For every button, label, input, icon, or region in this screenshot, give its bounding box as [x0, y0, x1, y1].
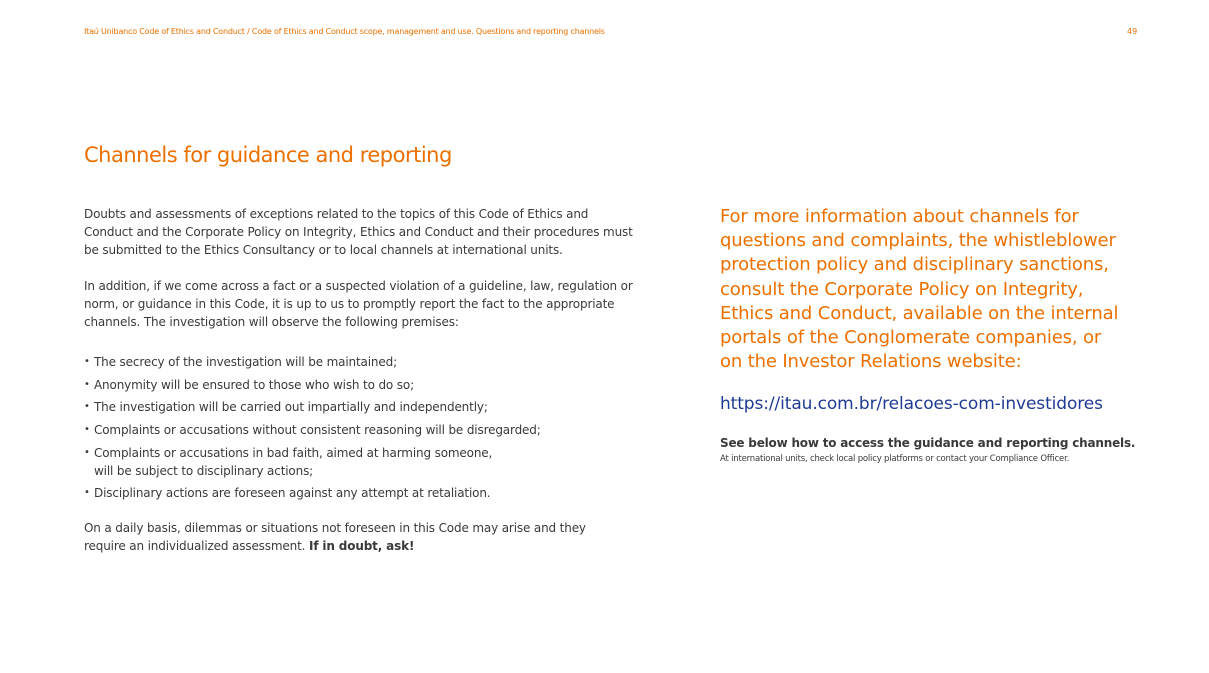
premises-list — [84, 353, 644, 502]
list-item-text: Complaints or accusations in bad faith, aimed at harming someone, will be subject to disciplinary actions; — [94, 445, 493, 478]
closing-paragraph — [84, 519, 594, 555]
list-item — [84, 353, 644, 371]
list-item — [84, 421, 644, 439]
closing-text: On a daily basis, dilemmas or situations not foreseen in this Code may arise and they require an individualized assessment. — [84, 521, 586, 554]
bullet-icon: • — [84, 401, 90, 413]
info-panel — [720, 205, 1140, 464]
main-content — [84, 205, 644, 555]
bullet-icon: • — [84, 378, 90, 390]
breadcrumb: Itaú Unibanco Code of Ethics and Conduct / Code of Ethics and Conduct scope, management and use. Questions and reporting channels — [84, 27, 605, 36]
list-item-text: Anonymity will be ensured to those who wish to do so; — [94, 377, 414, 392]
see-below-text: See below how to access the guidance and reporting channels. — [720, 436, 1136, 451]
bullet-icon: • — [84, 487, 90, 499]
list-item — [84, 484, 644, 502]
list-item-text: The secrecy of the investigation will be maintained; — [94, 355, 397, 369]
list-item-text: Disciplinary actions are foreseen against any attempt at retaliation. — [94, 486, 491, 501]
list-item — [84, 398, 644, 416]
bullet-icon: • — [84, 356, 90, 367]
highlight-text: For more information about channels for questions and complaints, the whistleblower protection policy and disciplinary sanctions, consult the Corporate Policy on Integrity, Ethics and Conduct, available on the internal portals of the Conglomerate companies, or on the Investor Relations website: — [720, 206, 1119, 373]
list-item-text: Complaints or accusations without consistent reasoning will be disregarded; — [94, 423, 541, 438]
list-item-text: The investigation will be carried out impartially and independently; — [94, 400, 488, 415]
investor-relations-link[interactable]: https://itau.com.br/relacoes-com-investidores — [720, 394, 1103, 415]
reporting-paragraph: In addition, if we come across a fact or a suspected violation of a guideline, law, regulation or norm, or guidance in this Code, it is up to us to promptly report the fact to the appropriate channels. The investigation will observe the following premises: — [84, 279, 633, 329]
intro-paragraph: Doubts and assessments of exceptions related to the topics of this Code of Ethics and Conduct and the Corporate Policy on Integrity, Ethics and Conduct and their procedures must be submitted to the Ethics Consultancy or to local channels at international units. — [84, 207, 633, 257]
bullet-icon: • — [84, 424, 90, 436]
closing-emphasis: If in doubt, ask! — [309, 539, 415, 554]
page-number: 49 — [1127, 27, 1138, 36]
bullet-icon: • — [84, 446, 90, 458]
list-item — [84, 444, 644, 480]
list-item — [84, 376, 644, 394]
international-note: At international units, check local policy platforms or contact your Compliance Officer. — [720, 454, 1070, 465]
page-title: Channels for guidance and reporting — [84, 143, 452, 167]
